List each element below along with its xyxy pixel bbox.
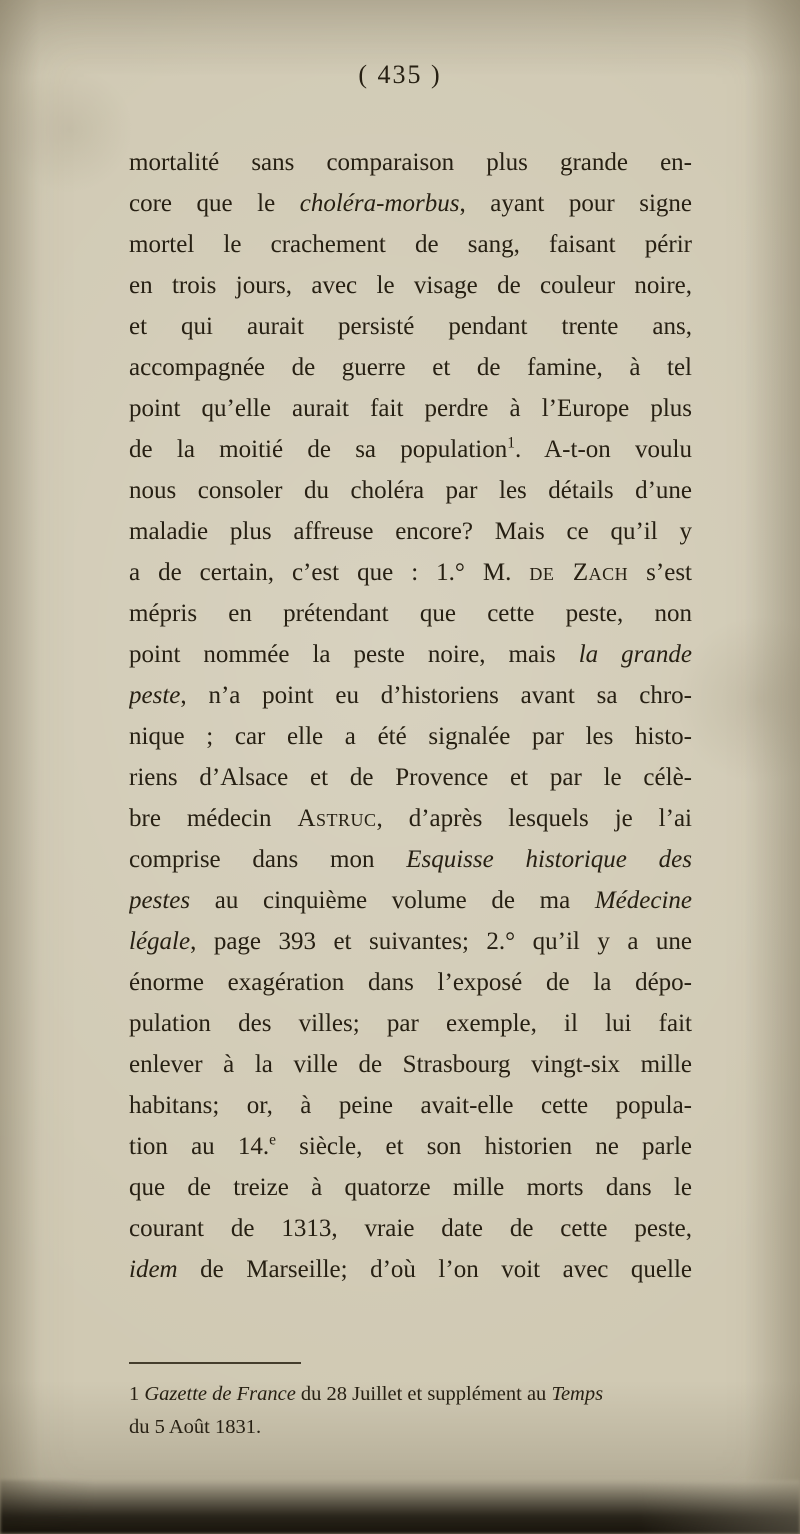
text-line: et qui aurait persisté pendant trente ans, [129, 313, 692, 340]
text-line: mépris en prétendant que cette peste, non [129, 600, 692, 627]
text-line: riens d’Alsace et de Provence et par le célè- [129, 764, 692, 791]
text-line: idem de Marseille; d’où l’on voit avec quelle [129, 1256, 692, 1283]
text-line: point nommée la peste noire, mais la grande [129, 641, 692, 668]
scan-bottom-shadow [0, 1480, 800, 1534]
text-line: que de treize à quatorze mille morts dans le [129, 1174, 692, 1201]
text-line: bre médecin Astruc, d’après lesquels je l’ai [129, 805, 692, 832]
text-line: 1 Gazette de France du 28 Juillet et supplément au Temps [129, 1383, 604, 1405]
text-line: nous consoler du choléra par les détails d’une [129, 477, 692, 504]
text-line: habitans; or, à peine avait-elle cette popula- [129, 1092, 692, 1119]
text-line: peste, n’a point eu d’historiens avant sa chro- [129, 682, 692, 709]
text-line: mortalité sans comparaison plus grande en- [129, 149, 692, 176]
text-line: nique ; car elle a été signalée par les histo- [129, 723, 692, 750]
text-line: de la moitié de sa population$^1$. A-t-on voulu [129, 434, 692, 463]
text-line: point qu’elle aurait fait perdre à l’Europe plus [129, 395, 692, 422]
text-line: enlever à la ville de Strasbourg vingt-six mille [129, 1051, 692, 1078]
text-line: comprise dans mon Esquisse historique des [129, 846, 692, 873]
text-line: a de certain, c’est que : 1.° M. de Zach s’est [129, 559, 692, 586]
text-line: core que le choléra-morbus, ayant pour signe [129, 190, 692, 217]
text-line: énorme exagération dans l’exposé de la dépo- [129, 969, 692, 996]
text-line: courant de 1313, vraie date de cette peste, [129, 1215, 692, 1242]
footnote [129, 1362, 692, 1444]
text-line: mortel le crachement de sang, faisant périr [129, 231, 692, 258]
text-line: maladie plus affreuse encore? Mais ce qu’il y [129, 518, 692, 545]
text-line: accompagnée de guerre et de famine, à tel [129, 354, 692, 381]
text-line: pulation des villes; par exemple, il lui fait [129, 1010, 692, 1037]
text-line: du 5 Août 1831. [129, 1416, 262, 1438]
text-line: tion au 14.$^e$ siècle, et son historien ne parle [129, 1131, 692, 1160]
page-number: ( 435 ) [358, 60, 442, 89]
text-line: pestes au cinquième volume de ma Médecine [129, 887, 692, 914]
footnote-text [129, 1378, 692, 1444]
body-text [129, 142, 692, 1290]
text-line: légale, page 393 et suivantes; 2.° qu’il y a une [129, 928, 692, 955]
text-line: en trois jours, avec le visage de couleur noire, [129, 272, 692, 299]
footnote-rule [129, 1362, 301, 1364]
